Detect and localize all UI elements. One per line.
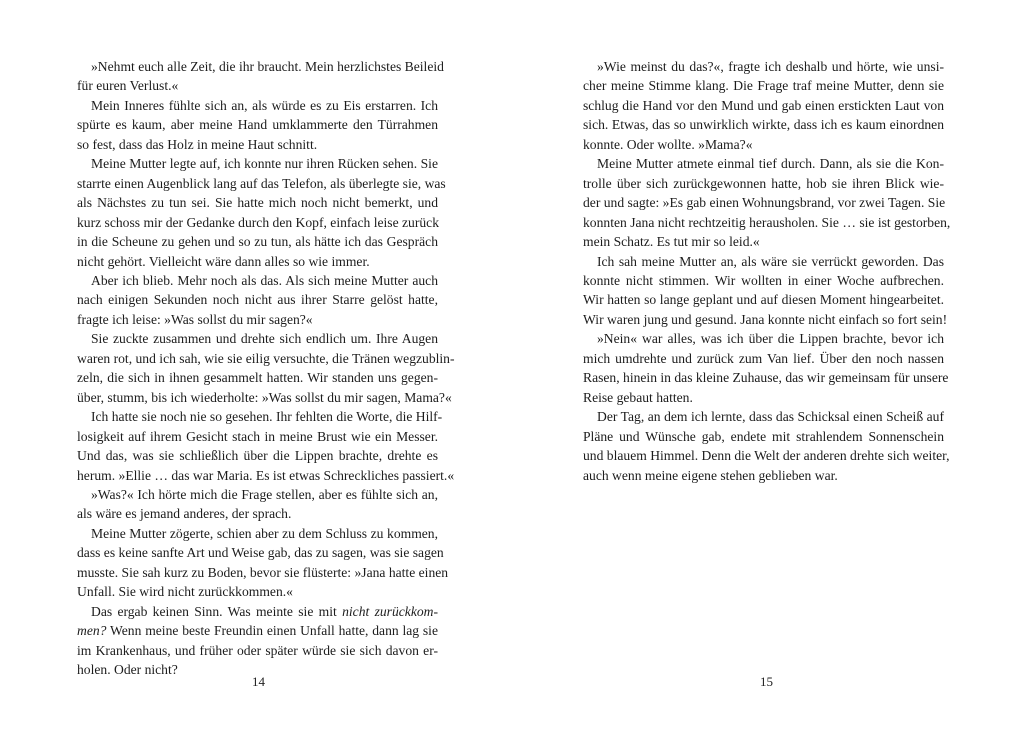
text-line: konnte nicht stimmen. Wir wollten in einer Woche aufbrechen. (583, 272, 944, 288)
text-line: Ich hatte sie noch nie so gesehen. Ihr fehlten die Worte, die Hilf- (91, 409, 443, 425)
paragraph (77, 407, 455, 485)
text-line: zeln, die sich in ihnen gesammelt hatten. Wir standen uns gegen- (77, 370, 438, 386)
text-line: »Was?« Ich hörte mich die Frage stellen, aber es fühlte sich an, (91, 486, 438, 502)
text-line: Rasen, hinein in das kleine Zuhause, das wir gemeinsam für unsere (583, 370, 949, 386)
text-line: Der Tag, an dem ich lernte, dass das Schicksal einen Scheiß auf (597, 409, 944, 425)
text-line: herum. »Ellie … das war Maria. Es ist etwas Schreckliches passiert.« (77, 467, 455, 483)
text-line: im Krankenhaus, und früher oder später würde sie sich davon er- (77, 642, 438, 658)
text-line: konnte. Oder wollte. »Mama?« (583, 136, 753, 152)
text-line: mein Schatz. Es tut mir so leid.« (583, 234, 760, 250)
text-line: nicht gehört. Vielleicht wäre dann alles so wie immer. (77, 253, 370, 269)
text-line: konnten Jana nicht rechtzeitig herausholen. Sie … sie ist gestorben, (583, 214, 951, 230)
text-line: Aber ich blieb. Mehr noch als das. Als sich meine Mutter auch (91, 272, 438, 288)
text-line: auch wenn meine eigene stehen geblieben war. (583, 467, 838, 483)
text-line: nach einigen Sekunden noch nicht aus ihrer Starre gelöst hatte, (77, 292, 438, 308)
paragraph (77, 602, 438, 680)
paragraph (77, 96, 438, 154)
paragraph (583, 154, 951, 251)
page-number-right: 15 (760, 674, 773, 689)
text-line: spürte es kaum, aber meine Hand umklammerte den Türrahmen (77, 117, 438, 133)
paragraph (77, 154, 446, 271)
text-line: schlug die Hand vor den Mund und gab einen erstickten Laut von (583, 97, 944, 113)
text-line: Meine Mutter legte auf, ich konnte nur ihren Rücken sehen. Sie (91, 156, 438, 172)
paragraph (77, 329, 455, 407)
paragraph (77, 485, 438, 524)
text-line: mich umdrehte und zurück zum Van lief. Über den noch nassen (583, 350, 944, 366)
text-line: kurz schoss mir der Gedanke durch den Kopf, einfach leise zurück (77, 214, 439, 230)
text-line: über, stumm, bis ich wiederholte: »Was sollst du mir sagen, Mama?« (77, 389, 452, 405)
text-line: Wir hatten so lange geplant und auf diesen Moment hingearbeitet. (583, 292, 944, 308)
text-line: trolle über sich zurückgewonnen hatte, hob sie ihren Blick wie- (583, 175, 944, 191)
text-line: als Nächstes zu tun sei. Sie hatte mich noch nicht bemerkt, und (77, 195, 438, 211)
text-line: Meine Mutter zögerte, schien aber zu dem Schluss zu kommen, (91, 525, 438, 541)
text-line: Und das, was sie schließlich über die Lippen brachte, drehte es (77, 448, 438, 464)
left-page-text (77, 57, 455, 680)
text-line: Ich sah meine Mutter an, als wäre sie verrückt geworden. Das (597, 253, 944, 269)
text-line: holen. Oder nicht? (77, 662, 178, 678)
paragraph (77, 271, 438, 329)
text-line: fragte ich leise: »Was sollst du mir sagen?« (77, 311, 313, 327)
text-line: für euren Verlust.« (77, 78, 179, 94)
text-line: musste. Sie sah kurz zu Boden, bevor sie flüsterte: »Jana hatte einen (77, 564, 449, 580)
text-line: in die Scheune zu gehen und so zu tun, als hätte ich das Gespräch (77, 234, 438, 250)
text-line: »Wie meinst du das?«, fragte ich deshalb und hörte, wie unsi- (597, 59, 944, 74)
text-line: cher meine Stimme klang. Die Frage traf meine Mutter, denn sie (583, 78, 944, 94)
text-line: Das ergab keinen Sinn. Was meinte sie mit nicht zurückkom- (91, 603, 439, 619)
text-line: starrte einen Augenblick lang auf das Telefon, als überlegte sie, was (77, 175, 446, 191)
paragraph (77, 524, 449, 602)
paragraph (583, 407, 950, 485)
text-line: Pläne und Wünsche gab, endete mit strahlendem Sonnenschein (583, 428, 944, 444)
text-line: Wir waren jung und gesund. Jana konnte nicht einfach so fort sein! (583, 311, 948, 327)
paragraph (583, 329, 949, 407)
text-line: »Nehmt euch alle Zeit, die ihr braucht. Mein herzlichstes Beileid (91, 59, 444, 74)
text-line: Mein Inneres fühlte sich an, als würde es zu Eis erstarren. Ich (91, 97, 438, 113)
text-line: Reise gebaut hatten. (583, 389, 693, 405)
text-line: Sie zuckte zusammen und drehte sich endlich um. Ihre Augen (91, 331, 438, 347)
text-line: der und sagte: »Es gab einen Wohnungsbrand, vor zwei Tagen. Sie (583, 195, 946, 211)
text-line: men? Wenn meine beste Freundin einen Unfall hatte, dann lag sie (77, 623, 438, 639)
text-line: Meine Mutter atmete einmal tief durch. Dann, als sie die Kon- (597, 156, 944, 172)
paragraph (77, 57, 444, 96)
text-line: als wäre es jemand anderes, der sprach. (77, 506, 292, 522)
text-line: losigkeit auf ihrem Gesicht stach in meine Brust wie ein Messer. (77, 428, 438, 444)
text-line: und blauem Himmel. Denn die Welt der anderen drehte sich weiter, (583, 448, 950, 464)
paragraph (583, 57, 944, 154)
text-line: waren rot, und ich sah, wie sie eilig versuchte, die Tränen wegzublin- (77, 350, 455, 366)
paragraph (583, 252, 948, 330)
text-line: Unfall. Sie wird nicht zurückkommen.« (77, 584, 293, 600)
text-line: dass es keine sanfte Art und Weise gab, das zu sagen, was sie sagen (77, 545, 444, 561)
page-number-left: 14 (252, 674, 265, 689)
text-line: »Nein« war alles, was ich über die Lippen brachte, bevor ich (597, 331, 944, 347)
text-line: so fest, dass das Holz in meine Haut schnitt. (77, 136, 318, 152)
right-page-text (583, 57, 951, 485)
text-line: sich. Etwas, das so unwirklich wirkte, dass ich es kaum einordnen (583, 117, 944, 133)
